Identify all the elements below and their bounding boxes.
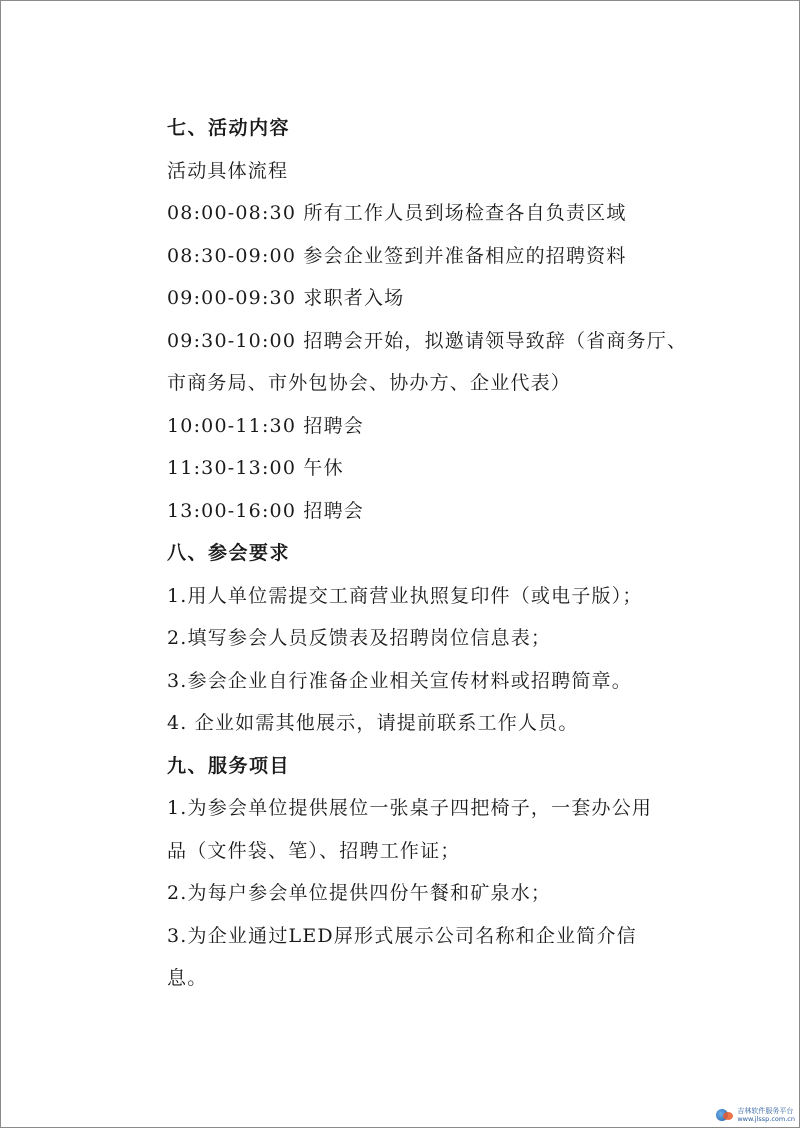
paragraph-line: 活动具体流程 [167,159,289,182]
watermark [714,1107,795,1123]
watermark-name: 吉林软件服务平台 [737,1107,794,1115]
service-item-continued: 息。 [167,967,208,989]
section-heading-services: 九、服务项目 [167,754,291,777]
watermark-url: www.jlssp.com.cn [737,1115,795,1123]
section-heading-requirements: 八、参会要求 [167,542,291,564]
globe-logo-icon [714,1107,734,1123]
schedule-item: 10:00-11:30 招聘会 [167,414,364,437]
requirement-item: 1.用人单位需提交工商营业执照复印件（或电子版）； [167,584,643,607]
requirement-item: 2.填写参会人员反馈表及招聘岗位信息表； [167,627,552,649]
requirement-item: 3.参会企业自行准备企业相关宣传材料或招聘简章。 [167,669,632,692]
schedule-item: 09:00-09:30 求职者入场 [167,287,405,309]
schedule-item: 09:30-10:00 招聘会开始，拟邀请领导致辞（省商务厅、 [167,329,688,352]
service-item-continued: 品（文件袋、笔）、招聘工作证； [167,839,461,862]
schedule-item: 13:00-16:00 招聘会 [167,499,364,522]
service-item: 2.为每户参会单位提供四份午餐和矿泉水； [167,882,552,904]
watermark-text [737,1107,795,1123]
requirement-item: 4. 企业如需其他展示，请提前联系工作人员。 [167,712,579,734]
schedule-item: 08:30-09:00 参会企业签到并准备相应的招聘资料 [167,244,627,267]
document-body [167,109,697,1002]
schedule-item: 11:30-13:00 午休 [167,457,344,479]
section-heading-activity: 七、活动内容 [167,117,291,139]
schedule-item: 08:00-08:30 所有工作人员到场检查各自负责区域 [167,202,627,224]
service-item: 1.为参会单位提供展位一张桌子四把椅子，一套办公用 [167,797,653,819]
schedule-item-continued: 市商务局、市外包协会、协办方、企业代表） [167,372,572,394]
service-item: 3.为企业通过LED屏形式展示公司名称和企业简介信 [167,924,637,947]
